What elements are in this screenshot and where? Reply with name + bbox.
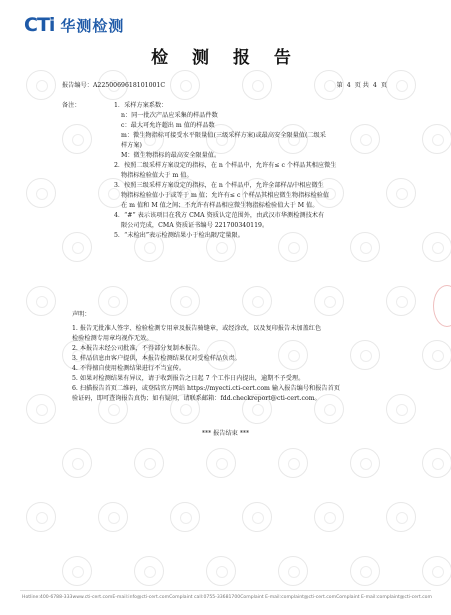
page-current: 4 <box>346 82 351 89</box>
note-line: c：最大可允许超出 m 值的样品数 <box>121 122 215 129</box>
report-title: 检 测 报 告 <box>151 48 300 68</box>
watermark-seal-icon <box>422 232 451 262</box>
note-line: n：同一批次产品应采集的样品件数 <box>121 112 218 119</box>
watermark-seal-icon <box>26 394 56 424</box>
watermark-seal-icon <box>206 556 236 586</box>
note-line: 物指标检验值大于 m 值。 <box>121 172 193 179</box>
page-total: 4 <box>372 82 377 89</box>
note-line: 1．采样方案系数： <box>114 102 168 109</box>
watermark-seal-icon <box>422 124 451 154</box>
notes-label: 备注： <box>62 102 81 109</box>
report-meta <box>62 80 387 89</box>
declaration-line: 1. 报告无批准人签字、检验检测专用章及报告骑缝章，或经涂改，以及复印报告未加盖红色 <box>72 325 322 332</box>
watermark-seal-icon <box>350 448 380 478</box>
watermark-seal-icon <box>206 448 236 478</box>
page-suffix: 页 <box>380 82 387 89</box>
note-line: 4．“#” 表示该项目在我方 CMA 资质认定范围外，由武汉市华测检测技术有 <box>114 212 325 219</box>
watermark-seal-icon <box>386 502 416 532</box>
logo-name: 华测检测 <box>60 16 125 35</box>
watermark-seal-icon <box>242 502 272 532</box>
footer-divider <box>20 590 431 591</box>
watermark-seal-icon <box>26 70 56 100</box>
page-mid: 页 共 <box>354 82 369 89</box>
watermark-seal-icon <box>422 340 451 370</box>
notes-body <box>114 101 394 241</box>
footer-complaint-email: Complaint E-mail:complaint@cti-cert.com <box>240 595 337 600</box>
watermark-seal-icon <box>386 286 416 316</box>
footer-complaint-email-2: Complaint E-mail:complaint@cti-cert.com <box>336 595 432 600</box>
watermark-seal-icon <box>62 556 92 586</box>
watermark-seal-icon <box>422 448 451 478</box>
edge-seal-mark <box>433 285 451 327</box>
report-number-label: 报告编号： <box>62 82 93 89</box>
watermark-seal-icon <box>62 124 92 154</box>
watermark-seal-icon <box>98 502 128 532</box>
watermark-seal-icon <box>170 502 200 532</box>
company-logo <box>24 14 124 36</box>
footer-website: www.cti-cert.com <box>72 595 113 600</box>
watermark-seal-icon <box>386 70 416 100</box>
watermark-seal-icon <box>26 178 56 208</box>
declaration-line: 2. 本报告未经公司批准，不得部分复制本报告。 <box>72 345 204 352</box>
note-line: 在 m 值和 M 值之间；不允许有样品相应微生物指标检验值大于 M 值。 <box>121 202 319 209</box>
note-line: 物指标检验值小于或等于 m 值；允许有≤ c 个样品其相应微生物指标检验值 <box>121 192 330 199</box>
watermark-seal-icon <box>134 448 164 478</box>
watermark-seal-icon <box>314 502 344 532</box>
footer-hotline: Hotline:400-6788-333 <box>22 595 73 600</box>
declaration-line: 检验检测专用章均视作无效。 <box>72 335 153 342</box>
watermark-seal-icon <box>350 556 380 586</box>
page-prefix: 第 <box>336 82 343 89</box>
report-end-marker: *** 报告结束 *** <box>201 430 250 437</box>
watermark-seal-icon <box>26 502 56 532</box>
report-number-value: A2250069618101001C <box>92 82 166 89</box>
watermark-seal-icon <box>278 448 308 478</box>
declaration-line: 4. 不得擅自使用检测结果进行不当宣传。 <box>72 365 186 372</box>
watermark-seal-icon <box>62 232 92 262</box>
note-line: 限公司完成，CMA 资质证书编号 221700340119。 <box>121 222 269 229</box>
declaration-line: 验证码，即可查询报告真伪；如有疑问，请联系邮箱：fdd.checkreport@cti-cert.com。 <box>72 395 321 402</box>
logo-mark: CTi <box>24 14 55 36</box>
note-line: m：微生物指标可接受水平限量值(三级采样方案)或最高安全限量值(二级采 <box>121 132 326 139</box>
declaration-line: 6. 扫描报告首页二维码，或登陆官方网站 https://myecti.cti-cert.com 输入报告编号和报告首页 <box>72 385 340 392</box>
page-footer <box>22 595 432 600</box>
footer-email: E-mail:info@cti-cert.com <box>112 595 170 600</box>
watermark-seal-icon <box>62 448 92 478</box>
declaration-line: 3. 样品信息由客户提供，本报告检测结果仅对受检样品负责。 <box>72 355 241 362</box>
watermark-seal-icon <box>278 556 308 586</box>
report-number <box>62 80 165 89</box>
footer-complaint-call: Complaint call:0755-33681700 <box>169 595 241 600</box>
watermark-seal-icon <box>26 286 56 316</box>
note-line: M：微生物指标的最高安全限量值。 <box>121 152 221 159</box>
watermark-seal-icon <box>134 556 164 586</box>
note-line: 5．“未检出”表示检测结果小于检出限/定量限。 <box>114 232 244 239</box>
declaration-section <box>72 310 372 404</box>
watermark-seal-icon <box>422 556 451 586</box>
declaration-heading: 声明： <box>72 311 91 318</box>
watermark-seal-icon <box>386 394 416 424</box>
declaration-line: 5. 如果对检测结果有异议，请于收到报告之日起 7 个工作日内提出，逾期不予受理。 <box>72 375 305 382</box>
page-indicator <box>335 80 387 89</box>
note-line: 样方案) <box>121 142 142 149</box>
note-line: 2．按照二级采样方案设定的指标，在 n 个样品中，允许有≤ c 个样品其相应微生 <box>114 162 337 169</box>
note-line: 3．按照三级采样方案设定的指标，在 n 个样品中，允许全部样品中相应微生 <box>114 182 324 189</box>
